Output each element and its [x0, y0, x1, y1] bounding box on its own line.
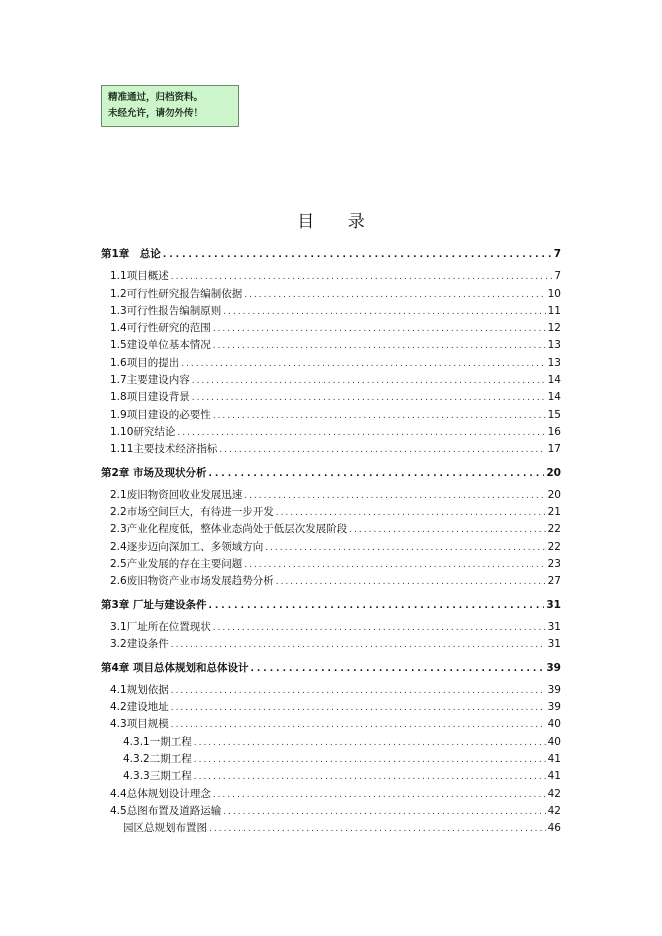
toc-dot-leader	[223, 807, 545, 817]
toc-entry-page-number: 13	[547, 339, 561, 352]
toc-entry[interactable]	[101, 699, 561, 716]
toc-entry-label: 1.6项目的提出	[110, 356, 180, 369]
toc-dot-leader	[171, 272, 553, 282]
toc-dot-leader	[181, 359, 545, 369]
toc-entry-page-number: 15	[547, 408, 561, 421]
toc-dot-leader	[244, 560, 545, 570]
toc-dot-leader	[276, 577, 546, 587]
toc-entry-label: 第1章 总论	[101, 248, 161, 260]
toc-entry-page-number: 22	[547, 523, 561, 536]
toc-entry[interactable]	[101, 303, 561, 320]
notice-line-2: 未经允许，请勿外传！	[108, 108, 204, 119]
toc-dot-leader	[171, 640, 546, 650]
toc-entry-label: 第2章 市场及现状分析	[101, 466, 207, 479]
toc-dot-leader	[213, 623, 546, 633]
toc-entry-page-number: 7	[553, 248, 561, 260]
toc-dot-leader	[171, 720, 546, 730]
toc-entry-label: 2.1废旧物资回收业发展迅速	[110, 488, 243, 501]
toc-entry-label: 4.5总图布置及道路运输	[110, 804, 222, 817]
toc-entry-label: 1.2可行性研究报告编制依据	[110, 287, 243, 300]
toc-dot-leader	[208, 601, 544, 611]
toc-dot-leader	[349, 525, 545, 535]
toc-entry-label: 第4章 项目总体规划和总体设计	[101, 661, 249, 674]
toc-entry-label: 3.1厂址所在位置现状	[110, 620, 211, 633]
toc-entry[interactable]	[101, 407, 561, 424]
toc-entry[interactable]	[101, 820, 561, 837]
toc-entry-page-number: 39	[547, 683, 561, 696]
toc-entry[interactable]	[101, 573, 561, 590]
toc-dot-leader	[194, 755, 546, 765]
toc-entry[interactable]	[101, 487, 561, 504]
toc-entry[interactable]	[101, 389, 561, 406]
toc-entry-label: 1.9项目建设的必要性	[110, 408, 211, 421]
toc-entry[interactable]	[101, 803, 561, 820]
toc-dot-leader	[171, 686, 546, 696]
toc-dot-leader	[208, 469, 544, 479]
toc-entry-page-number: 41	[547, 753, 561, 766]
toc-entry-page-number: 7	[554, 270, 561, 283]
toc-entry-label: 4.1规划依据	[110, 683, 169, 696]
toc-entry-page-number: 22	[547, 540, 561, 553]
toc-entry-page-number: 23	[547, 558, 561, 571]
toc-entry-page-number: 16	[547, 425, 561, 438]
toc-entry[interactable]	[101, 372, 561, 389]
toc-entry-page-number: 13	[547, 356, 561, 369]
toc-entry[interactable]	[101, 556, 561, 573]
toc-entry-label: 园区总规划布置图	[123, 822, 207, 835]
toc-dot-leader	[244, 290, 545, 300]
toc-entry-label: 1.4可行性研究的范围	[110, 322, 211, 335]
toc-dot-leader	[192, 393, 546, 403]
toc-entry-label: 2.2市场空间巨大，有待进一步开发	[110, 506, 274, 519]
toc-entry-page-number: 39	[546, 661, 561, 674]
toc-entry-page-number: 27	[547, 575, 561, 588]
toc-entry[interactable]	[101, 268, 561, 285]
toc-entry-page-number: 14	[547, 374, 561, 387]
toc-dot-leader	[209, 824, 546, 834]
toc-entry-label: 1.11主要技术经济指标	[110, 443, 218, 456]
toc-dot-leader	[219, 445, 545, 455]
toc-entry-page-number: 10	[547, 287, 561, 300]
toc-entry-label: 4.3.3三期工程	[123, 770, 192, 783]
toc-entry[interactable]	[101, 355, 561, 372]
toc-entry[interactable]	[101, 716, 561, 733]
toc-chapter-entry[interactable]	[101, 246, 561, 263]
toc-entry[interactable]	[101, 734, 561, 751]
toc-entry-page-number: 31	[546, 598, 561, 611]
toc-chapter-entry[interactable]	[101, 465, 561, 482]
toc-dot-leader	[171, 703, 546, 713]
toc-dot-leader	[250, 664, 544, 674]
toc-entry-label: 1.3可行性报告编制原则	[110, 304, 222, 317]
toc-dot-leader	[177, 428, 545, 438]
toc-entry-label: 4.3.2二期工程	[123, 753, 192, 766]
toc-entry[interactable]	[101, 424, 561, 441]
toc-entry-page-number: 40	[547, 735, 561, 748]
toc-entry[interactable]	[101, 504, 561, 521]
toc-entry-label: 2.4逐步迈向深加工、多领域方向	[110, 540, 264, 553]
toc-entry-page-number: 21	[547, 506, 561, 519]
notice-line-1: 精准通过，归档资料。	[108, 92, 204, 103]
toc-entry-page-number: 31	[547, 638, 561, 651]
toc-dot-leader	[194, 738, 546, 748]
toc-dot-leader	[265, 543, 545, 553]
toc-dot-leader	[244, 491, 545, 501]
toc-entry-label: 1.10研究结论	[110, 425, 176, 438]
toc-entry-label: 4.3.1一期工程	[123, 735, 192, 748]
toc-entry[interactable]	[101, 286, 561, 303]
toc-entry-label: 4.4总体规划设计理念	[110, 787, 211, 800]
toc-entry-page-number: 11	[547, 304, 561, 317]
toc-entry-page-number: 31	[547, 620, 561, 633]
toc-entry-page-number: 42	[547, 787, 561, 800]
toc-entry-label: 1.5建设单位基本情况	[110, 339, 211, 352]
toc-entry-label: 2.3产业化程度低，整体业态尚处于低层次发展阶段	[110, 523, 348, 536]
toc-entry-page-number: 46	[547, 822, 561, 835]
toc-entry[interactable]	[101, 337, 561, 354]
toc-dot-leader	[192, 376, 546, 386]
toc-entry-page-number: 42	[547, 804, 561, 817]
toc-dot-leader	[223, 307, 545, 317]
toc-entry[interactable]	[101, 751, 561, 768]
toc-dot-leader	[163, 250, 552, 260]
table-of-contents	[101, 240, 561, 838]
toc-entry[interactable]	[101, 320, 561, 337]
toc-entry-page-number: 40	[547, 718, 561, 731]
toc-entry-label: 1.8项目建设背景	[110, 391, 190, 404]
toc-chapter-entry[interactable]	[101, 660, 561, 677]
toc-entry-label: 4.2建设地址	[110, 701, 169, 714]
toc-dot-leader	[213, 341, 546, 351]
toc-entry-page-number: 14	[547, 391, 561, 404]
toc-entry-label: 1.1项目概述	[110, 270, 169, 283]
toc-entry-label: 3.2建设条件	[110, 638, 169, 651]
toc-entry-label: 4.3项目规模	[110, 718, 169, 731]
toc-entry-page-number: 12	[547, 322, 561, 335]
toc-entry[interactable]	[101, 619, 561, 636]
toc-entry[interactable]	[101, 521, 561, 538]
toc-entry-label: 2.5产业发展的存在主要问题	[110, 558, 243, 571]
toc-dot-leader	[213, 411, 546, 421]
toc-entry[interactable]	[101, 441, 561, 458]
confidential-notice-box	[101, 85, 239, 127]
toc-entry-label: 2.6废旧物资产业市场发展趋势分析	[110, 575, 274, 588]
toc-entry[interactable]	[101, 682, 561, 699]
toc-chapter-entry[interactable]	[101, 597, 561, 614]
toc-dot-leader	[194, 772, 546, 782]
toc-dot-leader	[213, 324, 546, 334]
toc-entry-label: 1.7主要建设内容	[110, 374, 190, 387]
page-title: 目 录	[297, 212, 379, 232]
toc-entry-page-number: 20	[546, 466, 561, 479]
toc-dot-leader	[213, 790, 546, 800]
toc-entry-page-number: 17	[547, 443, 561, 456]
toc-entry-page-number: 41	[547, 770, 561, 783]
toc-dot-leader	[276, 508, 546, 518]
toc-entry-label: 第3章 厂址与建设条件	[101, 598, 207, 611]
toc-entry-page-number: 20	[547, 488, 561, 501]
toc-entry[interactable]	[101, 768, 561, 785]
toc-entry[interactable]	[101, 539, 561, 556]
toc-entry[interactable]	[101, 786, 561, 803]
toc-entry-page-number: 39	[547, 701, 561, 714]
toc-entry[interactable]	[101, 636, 561, 653]
